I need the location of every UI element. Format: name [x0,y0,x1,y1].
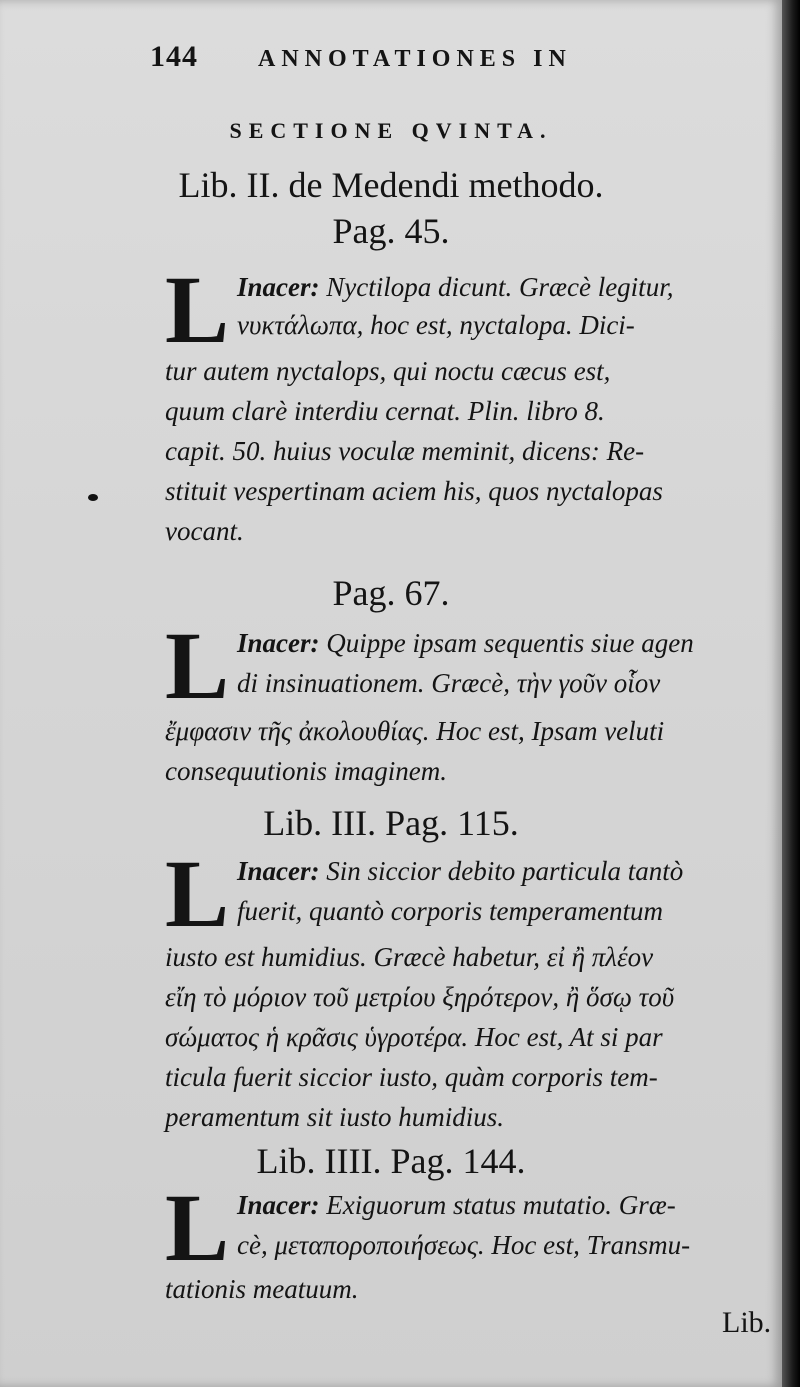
entry-line: Inacer: Quippe ipsam sequentis siue agen [237,628,694,658]
entry-line: cè, μεταποροποιήσεως. Hoc est, Transmu- [237,1230,691,1260]
entry-line: quum clarè interdiu cernat. Plin. libro 8. [165,396,605,426]
decorated-initial: L [165,612,230,719]
book-heading-2: Lib. III. Pag. 115. [263,803,519,843]
entry-line: consequutionis imaginem. [165,756,447,786]
lemma-word: Inacer: [237,628,320,658]
entry-line: vocant. [165,516,244,546]
entry-line: ticula fuerit siccior iusto, quàm corporis tem- [165,1062,658,1092]
entry-line: tur autem nyctalops, qui noctu cæcus est, [165,356,611,386]
entry-line: capit. 50. huius voculæ meminit, dicens: Re- [165,436,645,466]
annotation-entry-4 [165,1174,767,1306]
decorated-initial: L [165,256,230,363]
entry-line: νυκτάλωπα, hoc est, nyctalopa. Dici- [237,310,635,340]
page-number: 144 [150,40,198,73]
entry-line: ἔμφασιν τῆς ἀκολουθίας. Hoc est, Ipsam veluti [165,716,665,746]
entry-line: fuerit, quantò corporis temperamentum [237,896,663,926]
ink-spot [88,494,98,501]
lemma-word: Inacer: [237,272,320,302]
page-gutter-edge [782,0,800,1387]
lemma-word: Inacer: [237,856,320,886]
page-header [150,40,710,88]
entry-line: iusto est humidius. Græcè habetur, εἰ ἢ πλέον [165,942,654,972]
entry-line: stituit vespertinam aciem his, quos nyctalopas [165,476,663,506]
entry-line: di insinuationem. Græcè, τὴν γοῦν οἷον [237,668,661,698]
page-reference-67: Pag. 67. [332,573,450,613]
annotation-entry-1 [165,256,767,548]
book-heading-1: Lib. II. de Medendi methodo. [178,165,604,205]
page-reference-45: Pag. 45. [332,211,450,251]
decorated-initial: L [165,1174,230,1281]
book-heading-3: Lib. IIII. Pag. 144. [256,1141,526,1181]
catchword: Lib. [722,1306,772,1339]
running-head: ANNOTATIONES IN [258,46,572,72]
entry-line: peramentum sit iusto humidius. [165,1102,505,1132]
section-title: SECTIONE QVINTA. [229,118,553,143]
entry-line: εἴη τὸ μόριον τοῦ μετρίου ξηρότερον, ἢ ὅσῳ τοῦ [165,982,675,1012]
lemma-word: Inacer: [237,1190,320,1220]
entry-line: Inacer: Sin siccior debito particula tantò [237,856,684,886]
annotation-entry-2 [165,612,767,794]
decorated-initial: L [165,840,230,947]
annotation-entry-3 [165,840,767,1142]
entry-line: tationis meatuum. [165,1274,359,1304]
entry-line: Inacer: Exiguorum status mutatio. Græ- [237,1190,676,1220]
entry-line: Inacer: Nyctilopa dicunt. Græcè legitur, [237,272,674,302]
entry-line: σώματος ἡ κρᾶσις ὑγροτέρα. Hoc est, At si par [165,1022,663,1052]
